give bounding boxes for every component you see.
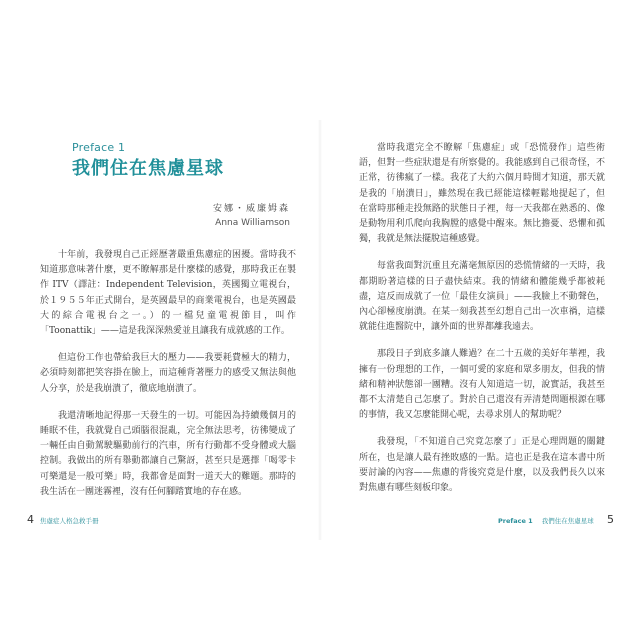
paragraph: 但這份工作也帶給我巨大的壓力——我要耗費極大的精力，必須時刻都把笑容掛在臉上，而這種背著壓力的感受又無法與他人分享，於是我崩潰了，徹底地崩潰了。 [40, 353, 296, 394]
paragraph: 十年前，我發現自己正經歷著嚴重焦慮症的困擾。當時我不知道那意味著什麼，更不瞭解那是什麼樣的感覺，那時我正在製作 ITV（譯註：Independent Television，英國獨立電視台，於１９５５年正式開台，是英國最早的商業電視台，也是英國最大的綜合電視台之一。）的一檔兒童電視節目，叫作「Toonattik」——這是我深深熱愛並且讓我有成就感的工作。 [40, 250, 296, 337]
paragraph: 每當我面對沉重且充滿毫無原因的恐慌情緒的一天時，我都期盼著這樣的日子盡快結束。我的情緒和體能幾乎都被耗盡，這反而成就了一位「最佳女演員」——我臉上不動聲色，內心卻極度崩潰。在某一刻我甚至幻想自己出一次車禍，這樣就能住進醫院中，讓外面的世界都離我遠去。 [359, 261, 605, 333]
paragraph: 當時我還完全不瞭解「焦慮症」或「恐慌發作」這些術語，但對一些症狀還是有所察覺的。我能感到自己很奇怪，不正常，彷彿瘋了一樣。我花了大約六個月時間才知道，那天就是我的「崩潰日」，雖然現在我已經能這樣輕鬆地提起了，但在當時那種走投無路的狀態日子裡，每一天我都在熟悉的、像是動物用利爪爬向我胸膛的感覺中醒來。無比擔憂、恐懼和孤獨，我就是無法擺脫這種感覺。 [359, 143, 605, 245]
left-body-text [40, 248, 296, 512]
paragraph: 我發現，「不知道自己究竟怎麼了」正是心理問題的關鍵所在，也是讓人最有挫敗感的一點。這也正是我在這本書中所要討論的內容——焦慮的背後究竟是什麼，以及我們長久以來對焦慮有哪些刻板印象。 [359, 437, 605, 494]
right-body-text [359, 141, 605, 508]
page-number-right: 5 [607, 513, 614, 526]
author-name-english: Anna Williamson [215, 218, 290, 228]
paragraph: 那段日子到底多讓人難過？在二十五歲的美好年華裡，我擁有一份理想的工作，一個可愛的家庭和眾多朋友，但我的情緒和精神狀態卻一團糟。沒有人知道這一切，說實話，我甚至都不太清楚自己怎麼了。對於自己還沒有弄清楚問題根源在哪的事情，我又怎麼能開心呢，去尋求別人的幫助呢？ [359, 349, 605, 421]
running-footer-left: 焦慮症人格急救手冊 [40, 517, 99, 525]
preface-label: Preface 1 [72, 141, 126, 154]
running-footer-right [498, 516, 594, 525]
page-number-left: 4 [27, 513, 34, 526]
author-name-chinese: 安娜・威廉姆森 [212, 204, 290, 214]
footer-preface-label: Preface 1 [498, 517, 533, 525]
footer-chapter-title: 我們住在焦慮星球 [541, 517, 594, 525]
paragraph: 我還清晰地記得那一天發生的一切。可能因為持續幾個月的睡眠不佳，我就覺自己頭腦很混亂，完全無法思考，彷彿變成了一輛任由自動駕駛驅動前行的汽車，所有行動都不受身體或大腦控制。我做出的所有舉動都讓自己驚訝，甚至只是選擇「喝零卡可樂還是一般可樂」時，我都會是面對一道天大的難題。那時的我生活在一團迷霧裡，沒有任何腳踏實地的存在感。 [40, 410, 296, 497]
chapter-title: 我們住在焦慮星球 [72, 158, 224, 179]
